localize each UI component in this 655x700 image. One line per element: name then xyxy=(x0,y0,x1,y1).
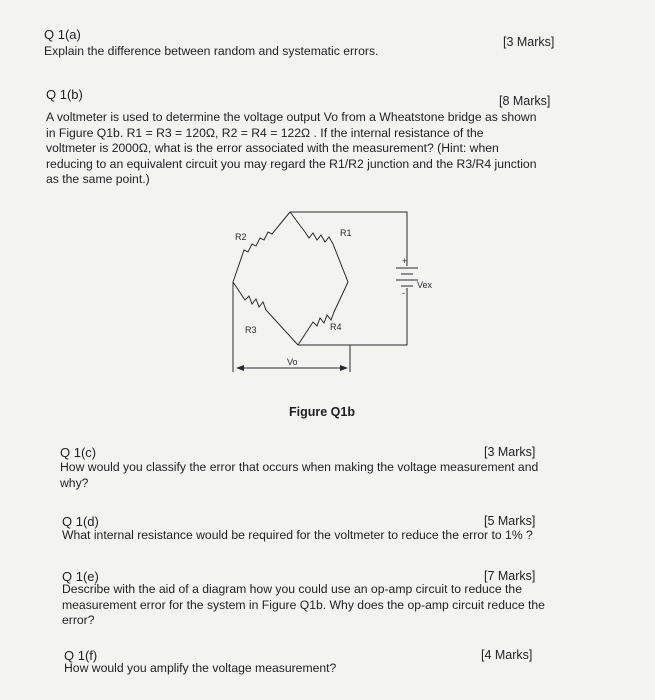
q1e-text xyxy=(62,582,545,629)
q1e-line: measurement error for the system in Figure Q1b. Why does the op-amp circuit reduce the xyxy=(62,597,545,612)
q1b-line: A voltmeter is used to determine the voltage output Vo from a Wheatstone bridge as shown xyxy=(46,110,537,124)
q1b-marks: [8 Marks] xyxy=(499,94,551,108)
q1c-text xyxy=(60,460,538,491)
r3-resistor xyxy=(233,282,298,345)
vex-label: Vex xyxy=(417,280,433,290)
q1c-line: why? xyxy=(60,475,89,490)
q1b-title: Q 1(b) xyxy=(46,87,83,102)
q1f-text: How would you amplify the voltage measurement? xyxy=(64,661,337,675)
r1-label: R1 xyxy=(340,228,352,238)
r4-resistor xyxy=(298,282,348,345)
q1a-text: Explain the difference between random and systematic errors. xyxy=(44,44,379,58)
r1-resistor xyxy=(290,212,348,282)
q1c-title: Q 1(c) xyxy=(60,445,97,460)
r2-resistor xyxy=(233,212,290,282)
bottom-wire xyxy=(298,288,407,345)
q1a-marks: [3 Marks] xyxy=(503,35,555,49)
q1d-title: Q 1(d) xyxy=(62,514,99,529)
q1d-marks: [5 Marks] xyxy=(484,514,536,528)
q1b-line: as the same point.) xyxy=(46,172,150,186)
q1b-line: voltmeter is 2000Ω, what is the error associated with the measurement? (Hint: when xyxy=(46,141,499,155)
r2-label: R2 xyxy=(235,232,247,242)
q1d-text: What internal resistance would be required for the voltmeter to reduce the error to 1% ? xyxy=(62,528,533,542)
battery-minus-label: - xyxy=(402,288,405,298)
q1f-marks: [4 Marks] xyxy=(481,648,533,662)
top-wire xyxy=(290,212,407,266)
q1e-marks: [7 Marks] xyxy=(484,569,536,583)
r4-label: R4 xyxy=(330,322,342,332)
vo-label: Vo xyxy=(287,357,298,367)
r3-label: R3 xyxy=(245,325,257,335)
figure-caption: Figure Q1b xyxy=(289,405,355,419)
q1b-line: in Figure Q1b. R1 = R3 = 120Ω, R2 = R4 = 122Ω . If the internal resistance of the xyxy=(46,125,484,140)
q1c-line: How would you classify the error that occurs when making the voltage measurement and xyxy=(60,460,539,474)
q1c-marks: [3 Marks] xyxy=(484,445,536,459)
q1e-line: error? xyxy=(62,613,95,627)
q1f-title: Q 1(f) xyxy=(64,648,98,663)
vo-arrow-right xyxy=(340,365,348,371)
battery-plus-label: + xyxy=(402,256,408,266)
q1b-line: reducing to an equivalent circuit you may regard the R1/R2 junction and the R3/R4 junction xyxy=(46,156,537,171)
q1e-title: Q 1(e) xyxy=(62,569,99,584)
q1e-line: Describe with the aid of a diagram how you could use an op-amp circuit to reduce the xyxy=(62,582,522,596)
vo-arrow-left xyxy=(236,365,244,371)
q1a-title: Q 1(a) xyxy=(44,27,81,42)
